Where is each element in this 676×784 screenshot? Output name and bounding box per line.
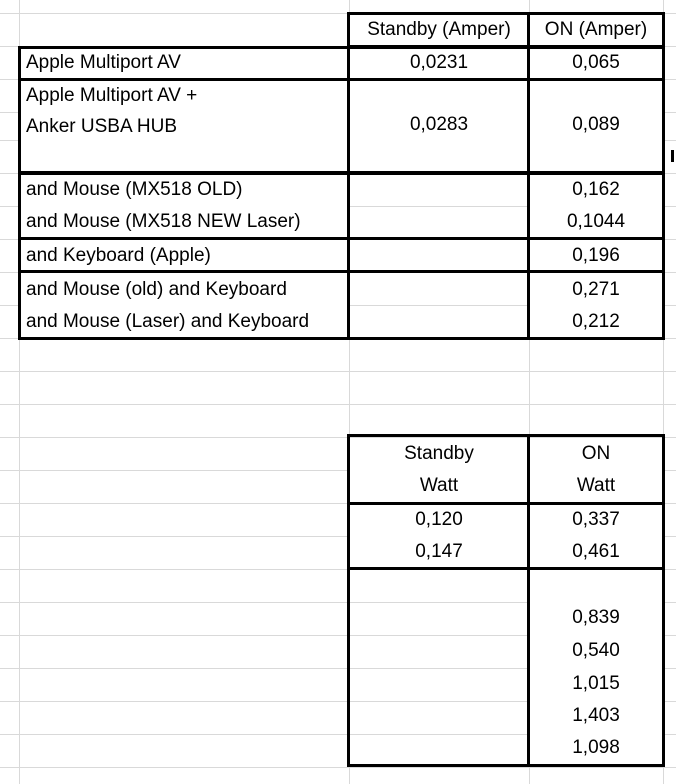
on-amper-cell[interactable]: 0,271 [529,274,663,307]
column-divider [347,46,350,174]
standby-watt-cell[interactable]: 0,120 [349,504,529,537]
edge-marker [671,150,674,162]
column-divider [527,12,530,172]
row-label-anker-hub[interactable]: Anker USBA HUB [20,111,349,144]
standby-watt-cell[interactable]: 0,147 [349,536,529,569]
on-watt-cell[interactable]: 1,098 [529,732,663,765]
on-watt-cell[interactable]: 1,015 [529,668,663,701]
header-standby-line2[interactable]: Watt [349,470,529,503]
on-watt-cell[interactable]: 0,839 [529,602,663,635]
header-on-line2[interactable]: Watt [529,470,663,503]
on-watt-cell[interactable]: 0,461 [529,536,663,569]
on-amper-cell[interactable]: 0,196 [529,240,663,273]
header-standby-line1[interactable]: Standby [349,438,529,471]
header-on-amper[interactable]: ON (Amper) [529,14,663,47]
header-on-line1[interactable]: ON [529,438,663,471]
grid-row-line [0,767,676,768]
row-label-keyboard[interactable]: and Keyboard (Apple) [20,240,349,273]
grid-row-line [0,371,676,372]
row-divider [18,78,665,81]
row-label-mouse-old[interactable]: and Mouse (MX518 OLD) [20,174,349,207]
column-divider [527,434,530,767]
standby-amper-cell[interactable]: 0,0231 [349,47,529,80]
on-watt-cell[interactable]: 0,540 [529,635,663,668]
on-amper-cell[interactable]: 0,162 [529,174,663,207]
row-divider [18,237,665,240]
grid-row-line [0,569,676,570]
on-amper-cell[interactable]: 0,089 [529,109,663,142]
row-label-mouse-laser-keyboard[interactable]: and Mouse (Laser) and Keyboard [20,306,349,339]
on-amper-cell[interactable]: 0,065 [529,47,663,80]
header-standby-amper[interactable]: Standby (Amper) [349,14,529,47]
grid-col-line [663,0,664,784]
row-label-multiport[interactable]: Apple Multiport AV [20,47,349,80]
on-watt-cell[interactable]: 1,403 [529,700,663,733]
column-divider [527,172,530,340]
row-divider [18,270,665,273]
on-amper-cell[interactable]: 0,212 [529,306,663,339]
row-label-mouse-old-keyboard[interactable]: and Mouse (old) and Keyboard [20,274,349,307]
on-watt-cell[interactable]: 0,337 [529,504,663,537]
row-label-multiport-plus[interactable]: Apple Multiport AV + [20,80,349,113]
grid-row-line [0,404,676,405]
row-label-mouse-laser[interactable]: and Mouse (MX518 NEW Laser) [20,206,349,239]
standby-amper-cell[interactable]: 0,0283 [349,109,529,142]
column-divider [347,172,350,340]
on-amper-cell[interactable]: 0,1044 [529,206,663,239]
